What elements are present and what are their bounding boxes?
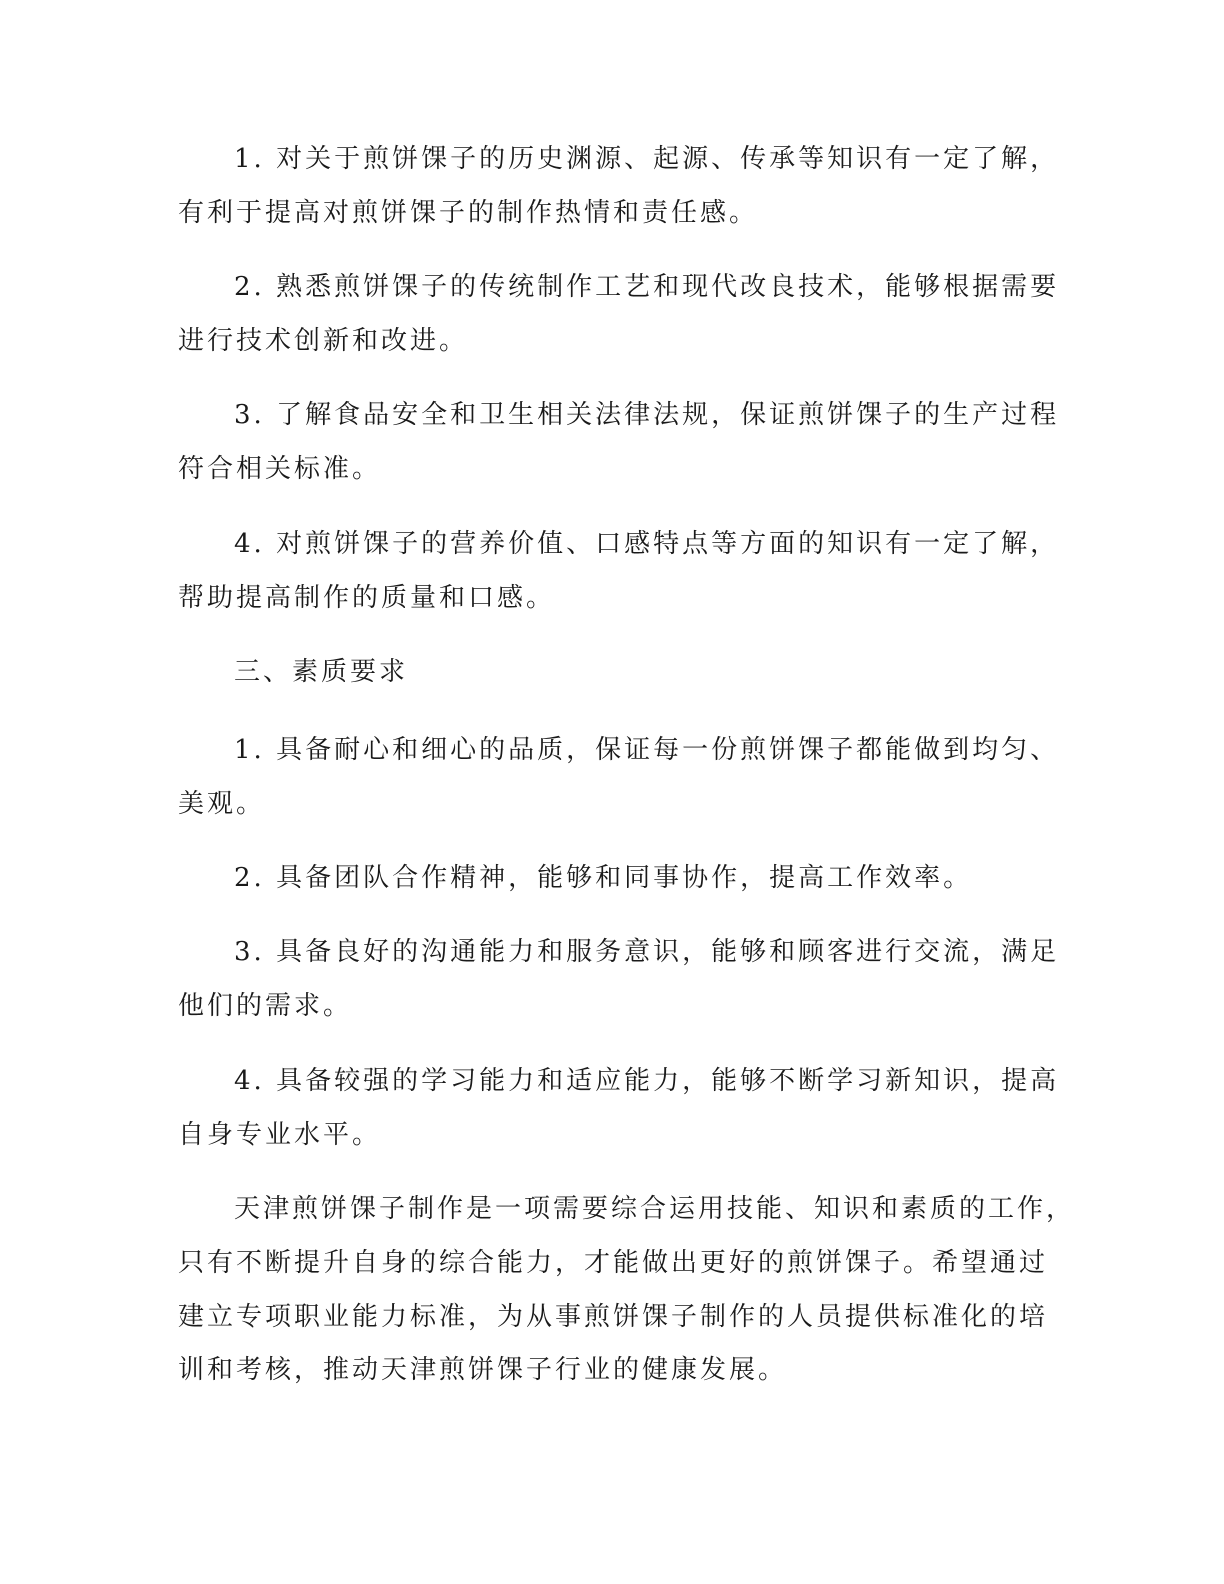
conclusion-line-3: 建立专项职业能力标准，为从事煎饼馃子制作的人员提供标准化的培 xyxy=(178,1302,1049,1332)
quality-item-1-line-2: 美观。 xyxy=(178,789,266,819)
knowledge-item-4-line-2: 帮助提高制作的质量和口感。 xyxy=(178,583,556,613)
conclusion-line-2: 只有不断提升自身的综合能力，才能做出更好的煎饼馃子。希望通过 xyxy=(178,1248,1049,1278)
quality-item-4-line-2: 自身专业水平。 xyxy=(178,1120,382,1150)
knowledge-item-1-line-2: 有利于提高对煎饼馃子的制作热情和责任感。 xyxy=(178,198,759,228)
quality-item-3-line-2: 他们的需求。 xyxy=(178,991,353,1021)
section-heading-quality-requirements: 三、素质要求 xyxy=(234,657,409,687)
conclusion-line-4: 训和考核，推动天津煎饼馃子行业的健康发展。 xyxy=(178,1355,788,1385)
conclusion-line-1: 天津煎饼馃子制作是一项需要综合运用技能、知识和素质的工作， xyxy=(234,1194,1076,1224)
knowledge-item-2-line-1: 2. 熟悉煎饼馃子的传统制作工艺和现代改良技术，能够根据需要 xyxy=(234,272,1060,302)
knowledge-item-1-line-1: 1. 对关于煎饼馃子的历史渊源、起源、传承等知识有一定了解， xyxy=(234,144,1060,174)
quality-item-2: 2. 具备团队合作精神，能够和同事协作，提高工作效率。 xyxy=(234,863,973,893)
quality-item-4-line-1: 4. 具备较强的学习能力和适应能力，能够不断学习新知识，提高 xyxy=(234,1066,1060,1096)
knowledge-item-2-line-2: 进行技术创新和改进。 xyxy=(178,326,469,356)
knowledge-item-3-line-2: 符合相关标准。 xyxy=(178,454,382,484)
knowledge-item-4-line-1: 4. 对煎饼馃子的营养价值、口感特点等方面的知识有一定了解， xyxy=(234,529,1060,559)
quality-item-3-line-1: 3. 具备良好的沟通能力和服务意识，能够和顾客进行交流，满足 xyxy=(234,937,1060,967)
knowledge-item-3-line-1: 3. 了解食品安全和卫生相关法律法规，保证煎饼馃子的生产过程 xyxy=(234,400,1060,430)
quality-item-1-line-1: 1. 具备耐心和细心的品质，保证每一份煎饼馃子都能做到均匀、 xyxy=(234,735,1060,765)
